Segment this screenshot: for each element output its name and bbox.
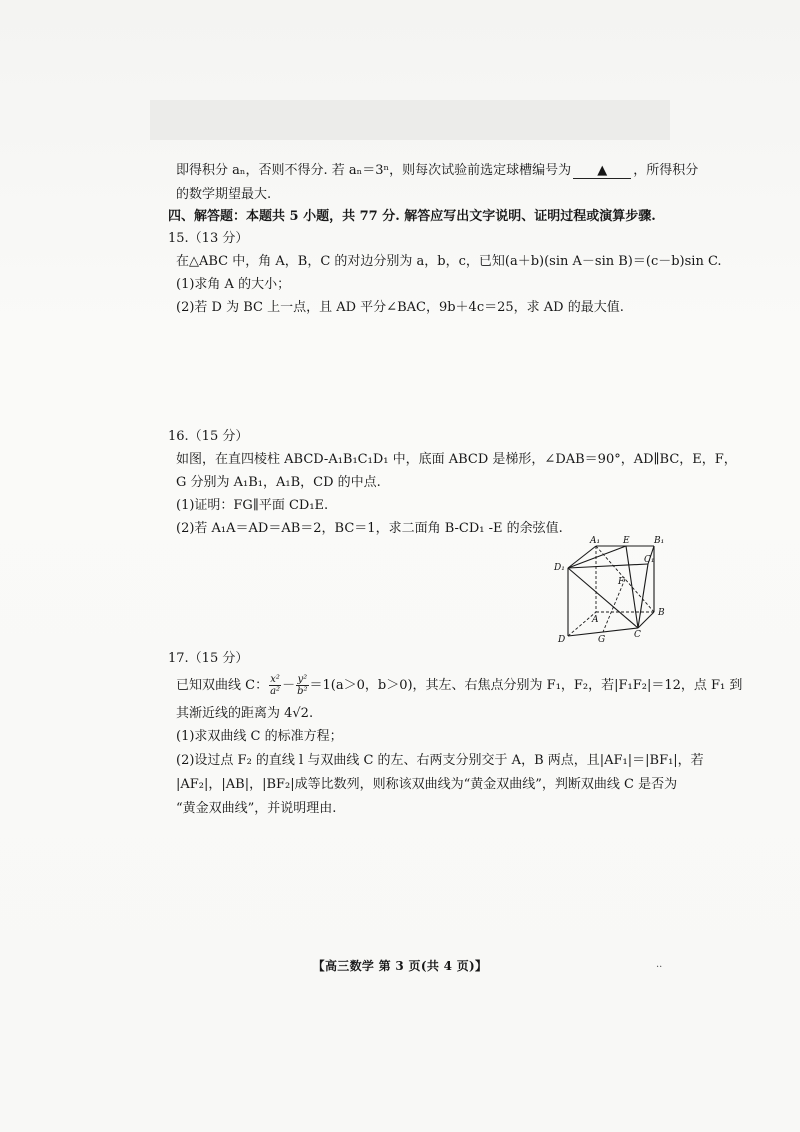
label-d1: D₁: [554, 563, 565, 573]
prism-diagram: [548, 534, 676, 646]
edge-ec: [626, 546, 638, 628]
edge-d1e: [568, 546, 626, 568]
edge-d1a1: [568, 546, 596, 568]
q16-number: 16.（15 分）: [168, 429, 249, 444]
q17-part2-line1: (2)设过点 F₂ 的直线 l 与双曲线 C 的左、右两支分别交于 A，B 两点，且|AF₁|＝|BF₁|，若: [176, 753, 704, 768]
edge-d1c1: [568, 564, 648, 568]
frac1-numerator: x²: [270, 674, 280, 685]
label-a: A: [592, 615, 599, 625]
scan-shadow: [150, 100, 670, 140]
intro-tail: ，所得积分: [633, 163, 699, 178]
q17-part2-line2: |AF₂|，|AB|，|BF₂|成等比数列，则称该双曲线为“黄金双曲线”，判断双曲线 C 是否为: [176, 777, 678, 792]
frac1-denominator: a²: [270, 686, 281, 697]
answer-blank: [573, 164, 631, 179]
q17-part1: (1)求双曲线 C 的标准方程；: [176, 729, 343, 744]
triangle-icon: ▲: [597, 163, 608, 178]
q16-part1: (1)证明：FG∥平面 CD₁E.: [176, 498, 329, 513]
q16-stem-line1: 如图，在直四棱柱 ABCD-A₁B₁C₁D₁ 中，底面 ABCD 是梯形，∠DAB＝90°，AD∥BC，E，F，: [176, 452, 737, 467]
label-b: B: [658, 608, 665, 618]
q17-number: 17.（15 分）: [168, 651, 249, 666]
label-g: G: [598, 635, 606, 645]
q17-stem-pre: 已知双曲线 C：: [176, 678, 269, 693]
q15-part2: (2)若 D 为 BC 上一点，且 AD 平分∠BAC，9b＋4c＝25，求 AD 的最大值.: [176, 300, 624, 315]
intro-line-1: [176, 162, 698, 180]
fraction-x2-a2: [269, 674, 281, 697]
section-title: 四、解答题：本题共 5 小题，共 77 分. 解答应写出文字说明、证明过程或演算步骤.: [168, 209, 656, 224]
q16-stem-line2: G 分别为 A₁B₁，A₁B，CD 的中点.: [176, 475, 381, 490]
label-b1: B₁: [654, 536, 665, 546]
page-footer: 【高三数学 第 3 页(共 4 页)】: [312, 959, 488, 973]
q17-stem-line1: [176, 674, 742, 698]
q16-part2: (2)若 A₁A＝AD＝AB＝2，BC＝1，求二面角 B-CD₁ -E 的余弦值.: [176, 521, 563, 536]
frac2-numerator: y²: [297, 674, 308, 685]
scan-mark: ··: [656, 962, 663, 973]
q17-stem-line2: 其渐近线的距离为 4√2.: [176, 706, 314, 721]
label-f: F: [618, 577, 625, 587]
label-c: C: [634, 630, 641, 640]
q15-part1: (1)求角 A 的大小；: [176, 277, 291, 292]
prism-figure: [548, 534, 676, 646]
q15-stem: 在△ABC 中，角 A，B，C 的对边分别为 a，b，c，已知(a＋b)(sin A－sin B)＝(c－b)sin C.: [176, 254, 722, 269]
label-e: E: [623, 536, 630, 546]
label-c1: C₁: [644, 555, 655, 565]
q15-number: 15.（13 分）: [168, 231, 249, 246]
label-d: D: [558, 635, 566, 645]
q17-stem-post: ＝1(a＞0，b＞0)，其左、右焦点分别为 F₁，F₂，若|F₁F₂|＝12，点 F₁ 到: [309, 678, 743, 693]
edge-d1c: [568, 568, 638, 628]
intro-text: 即得积分 aₙ，否则不得分. 若 aₙ＝3ⁿ，则每次试验前选定球槽编号为: [176, 163, 572, 178]
q17-part2-line3: “黄金双曲线”，并说明理由.: [176, 801, 337, 816]
fraction-y2-b2: [296, 674, 308, 697]
frac2-denominator: b²: [297, 686, 308, 697]
intro-line-2: 的数学期望最大.: [176, 187, 272, 202]
minus-sign: －: [282, 678, 296, 693]
label-a1: A₁: [590, 536, 601, 546]
